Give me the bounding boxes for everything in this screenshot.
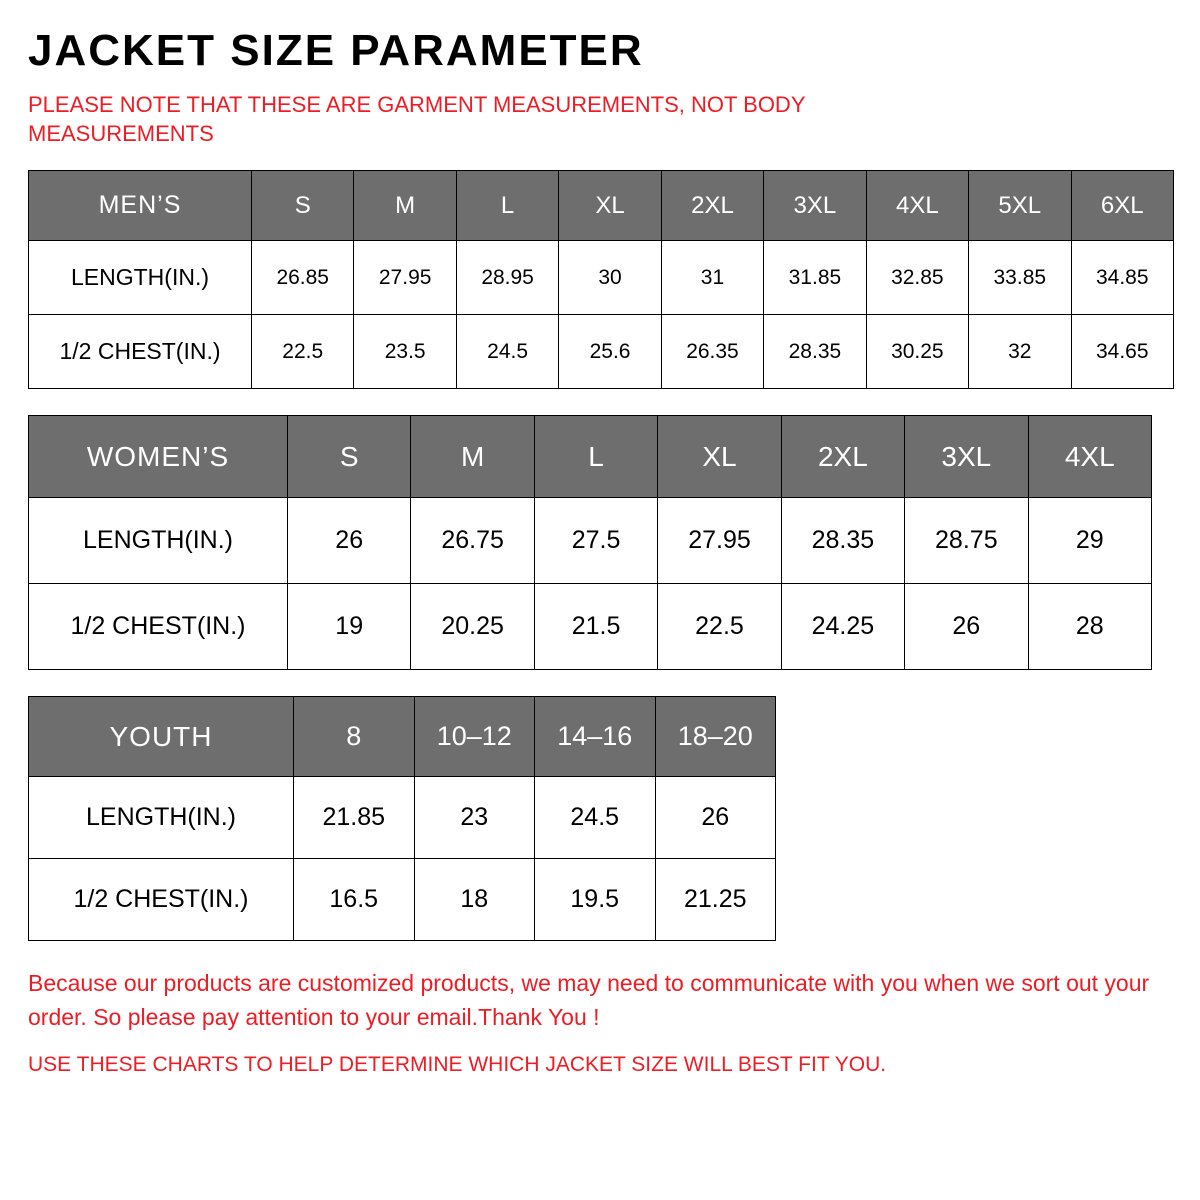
womens-column-header: XL <box>658 416 781 498</box>
table-cell: 32 <box>969 315 1071 389</box>
table-cell: 25.6 <box>559 315 661 389</box>
womens-column-header: 2XL <box>781 416 904 498</box>
table-cell: 27.95 <box>354 241 456 315</box>
table-cell: 21.5 <box>534 584 657 670</box>
table-cell: 21.85 <box>294 777 415 859</box>
youth-size-table <box>28 696 776 941</box>
youth-column-header: 14–16 <box>535 697 656 777</box>
womens-column-header: S <box>288 416 411 498</box>
table-cell: 19 <box>288 584 411 670</box>
mens-column-header: 3XL <box>764 171 866 241</box>
table-cell: 22.5 <box>658 584 781 670</box>
table-row <box>29 859 776 941</box>
womens-column-header: M <box>411 416 534 498</box>
youth-header-row <box>29 697 776 777</box>
womens-column-header: L <box>534 416 657 498</box>
table-row <box>29 777 776 859</box>
row-label: 1/2 CHEST(IN.) <box>29 584 288 670</box>
table-row <box>29 498 1152 584</box>
customization-notice: Because our products are customized products, we may need to communicate with you when we sort out your order. So please pay attention to your email.Thank You ! <box>28 970 1150 1030</box>
table-cell: 23.5 <box>354 315 456 389</box>
table-cell: 24.5 <box>456 315 558 389</box>
table-cell: 34.65 <box>1071 315 1174 389</box>
womens-table-title: WOMEN’S <box>29 416 288 498</box>
womens-header-row <box>29 416 1152 498</box>
womens-size-table <box>28 415 1152 670</box>
table-cell: 19.5 <box>535 859 656 941</box>
table-cell: 18 <box>414 859 535 941</box>
mens-column-header: M <box>354 171 456 241</box>
table-cell: 26.35 <box>661 315 763 389</box>
table-cell: 26 <box>905 584 1028 670</box>
mens-column-header: 6XL <box>1071 171 1174 241</box>
mens-size-table <box>28 170 1174 389</box>
mens-column-header: 4XL <box>866 171 968 241</box>
table-cell: 26.75 <box>411 498 534 584</box>
chart-usage-notice: USE THESE CHARTS TO HELP DETERMINE WHICH JACKET SIZE WILL BEST FIT YOU. <box>28 1052 887 1076</box>
table-cell: 30.25 <box>866 315 968 389</box>
youth-column-header: 10–12 <box>414 697 535 777</box>
table-cell: 30 <box>559 241 661 315</box>
mens-column-header: S <box>252 171 354 241</box>
table-cell: 31.85 <box>764 241 866 315</box>
table-cell: 24.25 <box>781 584 904 670</box>
row-label: 1/2 CHEST(IN.) <box>29 859 294 941</box>
table-cell: 20.25 <box>411 584 534 670</box>
mens-column-header: 5XL <box>969 171 1071 241</box>
row-label: LENGTH(IN.) <box>29 498 288 584</box>
mens-column-header: XL <box>559 171 661 241</box>
table-cell: 28.35 <box>764 315 866 389</box>
table-cell: 33.85 <box>969 241 1071 315</box>
table-cell: 29 <box>1028 498 1151 584</box>
table-cell: 27.95 <box>658 498 781 584</box>
table-cell: 23 <box>414 777 535 859</box>
table-cell: 22.5 <box>252 315 354 389</box>
womens-column-header: 3XL <box>905 416 1028 498</box>
mens-column-header: 2XL <box>661 171 763 241</box>
table-cell: 28.75 <box>905 498 1028 584</box>
table-cell: 28.95 <box>456 241 558 315</box>
row-label: LENGTH(IN.) <box>29 241 252 315</box>
mens-header-row <box>29 171 1174 241</box>
mens-table-title: MEN’S <box>29 171 252 241</box>
measurement-note: PLEASE NOTE THAT THESE ARE GARMENT MEASUREMENTS, NOT BODY MEASUREMENTS <box>28 92 806 147</box>
row-label: 1/2 CHEST(IN.) <box>29 315 252 389</box>
womens-column-header: 4XL <box>1028 416 1151 498</box>
table-row <box>29 315 1174 389</box>
youth-column-header: 8 <box>294 697 415 777</box>
table-row <box>29 584 1152 670</box>
table-row <box>29 241 1174 315</box>
table-cell: 26 <box>655 777 776 859</box>
page-title: JACKET SIZE PARAMETER <box>28 26 644 75</box>
table-cell: 26.85 <box>252 241 354 315</box>
table-cell: 34.85 <box>1071 241 1174 315</box>
table-cell: 28.35 <box>781 498 904 584</box>
table-cell: 28 <box>1028 584 1151 670</box>
youth-table-title: YOUTH <box>29 697 294 777</box>
mens-column-header: L <box>456 171 558 241</box>
table-cell: 26 <box>288 498 411 584</box>
row-label: LENGTH(IN.) <box>29 777 294 859</box>
table-cell: 24.5 <box>535 777 656 859</box>
table-cell: 16.5 <box>294 859 415 941</box>
table-cell: 27.5 <box>534 498 657 584</box>
table-cell: 31 <box>661 241 763 315</box>
youth-column-header: 18–20 <box>655 697 776 777</box>
table-cell: 32.85 <box>866 241 968 315</box>
table-cell: 21.25 <box>655 859 776 941</box>
